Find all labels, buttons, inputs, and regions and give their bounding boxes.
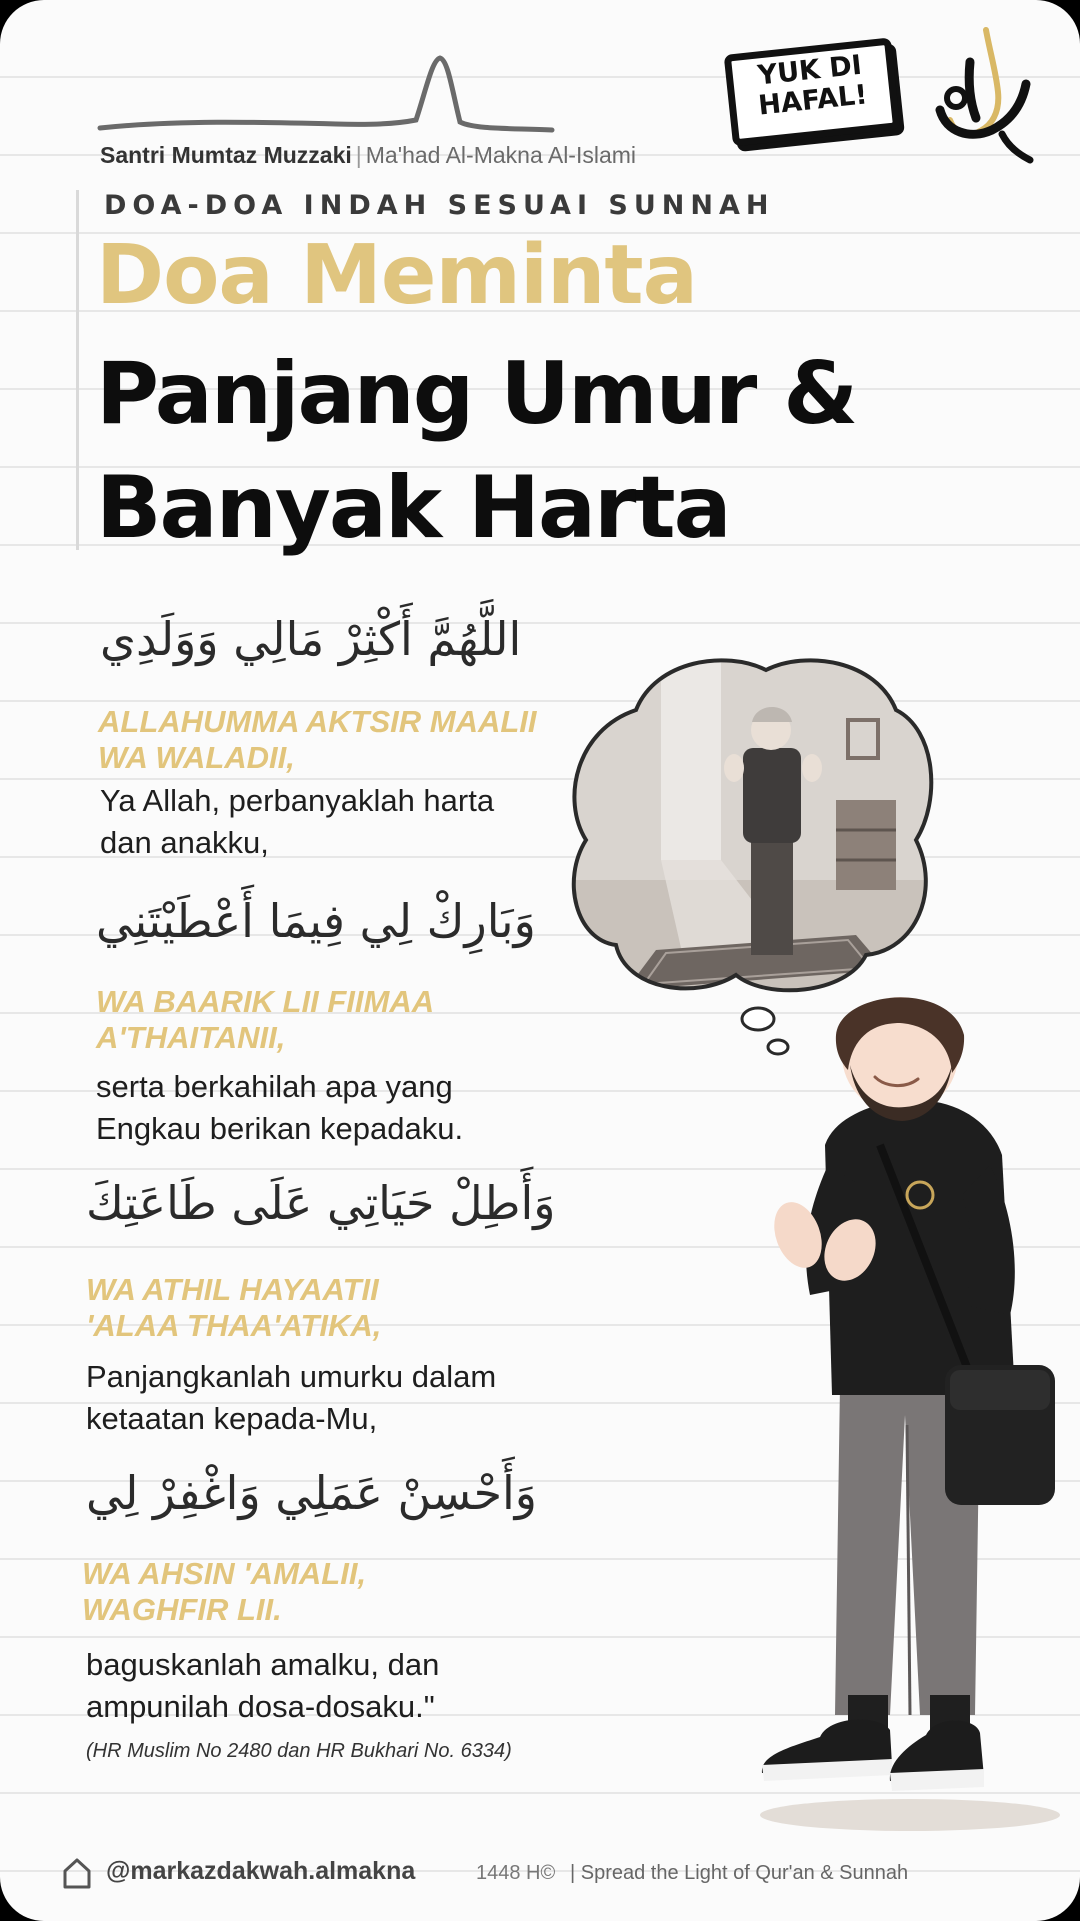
verse-3-translit-line-2: 'ALAA THAA'ATIKA, [86,1308,382,1343]
badge-line-2: HAFAL! [756,79,869,122]
praying-boy-illustration [740,995,1070,1835]
verse-4-meaning [86,1644,586,1728]
verse-4-arabic: وَأَحْسِنْ عَمَلِي وَاغْفِرْ لِي [86,1466,538,1520]
verse-1-meaning-line-1: Ya Allah, perbanyaklah harta [100,783,495,818]
heartbeat-line-icon [96,50,556,140]
verse-2-meaning-line-2: Engkau berikan kepadaku. [96,1111,464,1146]
title-line-2: Panjang Umur & [96,344,857,444]
verse-2-arabic: وَبَارِكْ لِي فِيمَا أَعْطَيْتَنِي [96,894,536,948]
memorize-badge [724,37,901,146]
verse-1-translit-line-1: ALLAHUMMA AKTSIR MAALII [98,704,537,739]
verse-4-translit-line-2: WAGHFIR LII. [82,1592,282,1627]
verse-3-transliteration [86,1272,606,1344]
hadith-reference: (HR Muslim No 2480 dan HR Bukhari No. 6334) [86,1740,512,1762]
verse-3-meaning-line-1: Panjangkanlah umurku dalam [86,1359,497,1394]
verse-1-arabic: اللَّهُمَّ أَكْثِرْ مَالِي وَوَلَدِي [100,612,522,666]
verse-4-meaning-line-1: baguskanlah amalku, dan [86,1647,440,1682]
verse-3-meaning-line-2: ketaatan kepada-Mu, [86,1401,378,1436]
verse-3-meaning [86,1356,586,1440]
verse-1-transliteration [98,704,618,776]
title-accent-bar [76,190,79,550]
home-icon [62,1857,92,1889]
verse-3-arabic: وَأَطِلْ حَيَاتِي عَلَى طَاعَتِكَ [86,1176,556,1230]
verse-1-translit-line-2: WA WALADII, [98,740,295,775]
author-separator: | [355,142,362,168]
verse-4-translit-line-1: WA AHSIN 'AMALII, [82,1556,367,1591]
title-line-3: Banyak Harta [96,458,730,558]
verse-4-transliteration [82,1556,602,1628]
verse-2-translit-line-1: WA BAARIK LII FIIMAA [96,984,435,1019]
verse-2-transliteration [96,984,616,1056]
almakna-logo-icon [926,22,1046,172]
title-line-1: Doa Meminta [96,228,697,323]
thought-bubble-illustration [566,650,936,1010]
verse-4-meaning-line-2: ampunilah dosa-dosaku." [86,1689,435,1724]
tagline: | Spread the Light of Qur'an & Sunnah [570,1862,909,1884]
verse-2-translit-line-2: A'THAITANII, [96,1020,286,1055]
series-label: DOA-DOA INDAH SESUAI SUNNAH [104,190,775,221]
verse-3-translit-line-1: WA ATHIL HAYAATII [86,1272,379,1307]
verse-2-meaning [96,1066,596,1150]
institution-name: Ma'had Al-Makna Al-Islami [365,142,637,168]
social-handle: @markazdakwah.almakna [106,1857,416,1885]
verse-2-meaning-line-1: serta berkahilah apa yang [96,1069,453,1104]
badge-line-1: YUK DI [756,49,864,92]
verse-1-meaning-line-2: dan anakku, [100,825,269,860]
author-line [100,142,636,169]
verse-1-meaning [100,780,600,864]
copyright-year: 1448 H© [476,1862,556,1884]
author-name: Santri Mumtaz Muzzaki [100,142,352,168]
